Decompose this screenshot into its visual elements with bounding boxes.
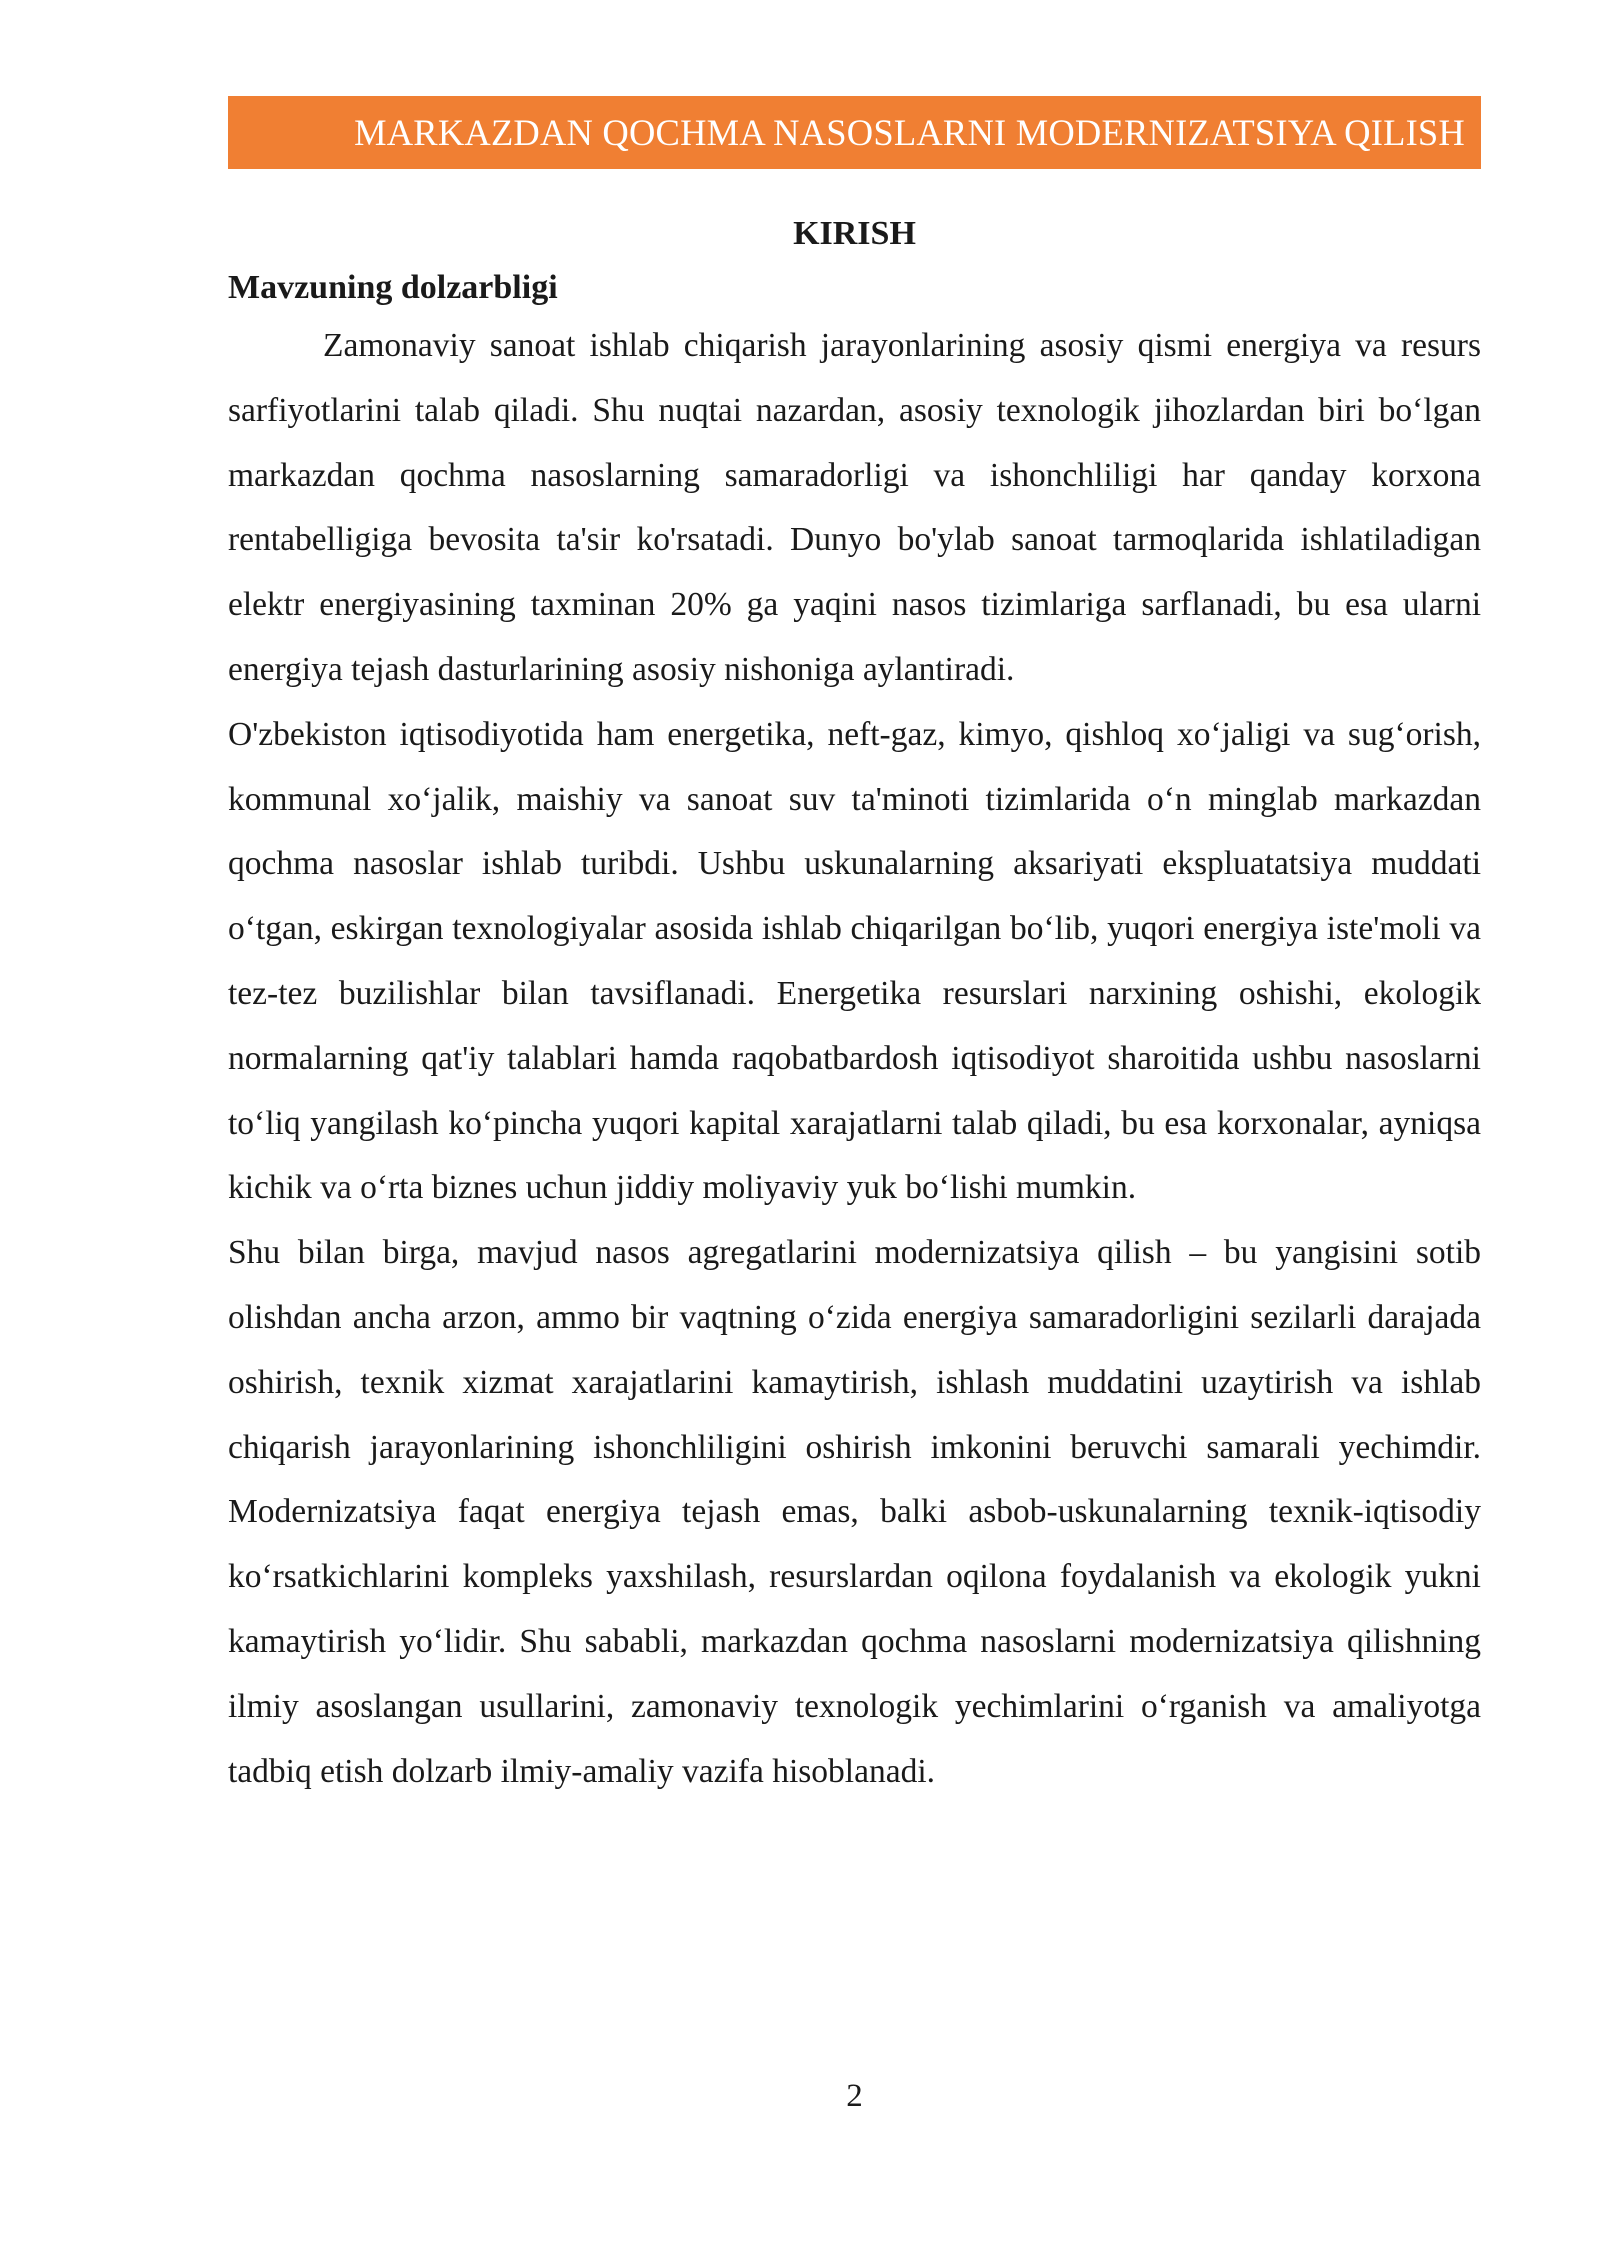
- page-number: 2: [846, 2078, 863, 2114]
- header-banner-text: MARKAZDAN QOCHMA NASOSLARNI MODERNIZATSIYA QILISH: [354, 112, 1465, 153]
- paragraph-1: Zamonaviy sanoat ishlab chiqarish jarayonlarining asosiy qismi energiya va resurs sarfiyotlarini talab qiladi. Shu nuqtai nazardan, asosiy texnologik jihozlardan biri boʻlgan markazdan qochma nasoslarning samaradorligi va ishonchliligi har qanday korxona rentabelligiga bevosita ta'sir ko'rsatadi. Dunyo bo'ylab sanoat tarmoqlarida ishlatiladigan elektr energiyasining taxminan 20% ga yaqini nasos tizimlariga sarflanadi, bu esa ularni energiya tejash dasturlarining asosiy nishoniga aylantiradi.: [228, 327, 1481, 688]
- page-content: [228, 208, 1481, 1804]
- section-title: KIRISH: [793, 215, 916, 252]
- header-banner: [228, 96, 1481, 169]
- paragraph-3: Shu bilan birga, mavjud nasos agregatlarini modernizatsiya qilish – bu yangisini sotib olishdan ancha arzon, ammo bir vaqtning oʻzida energiya samaradorligini sezilarli darajada oshirish, texnik xizmat xarajatlarini kamaytirish, ishlash muddatini uzaytirish va ishlab chiqarish jarayonlarining ishonchliligini oshirish imkonini beruvchi samarali yechimdir. Modernizatsiya faqat energiya tejash emas, balki asbob-uskunalarning texnik-iqtisodiy koʻrsatkichlarini kompleks yaxshilash, resurslardan oqilona foydalanish va ekologik yukni kamaytirish yoʻlidir. Shu sababli, markazdan qochma nasoslarni modernizatsiya qilishning ilmiy asoslangan usullarini, zamonaviy texnologik yechimlarini oʻrganish va amaliyotga tadbiq etish dolzarb ilmiy-amaliy vazifa hisoblanadi.: [228, 1234, 1481, 1790]
- paragraph-2: O'zbekiston iqtisodiyotida ham energetika, neft-gaz, kimyo, qishloq xoʻjaligi va sugʻorish, kommunal xoʻjalik, maishiy va sanoat suv ta'minoti tizimlarida oʻn minglab markazdan qochma nasoslar ishlab turibdi. Ushbu uskunalarning aksariyati ekspluatatsiya muddati oʻtgan, eskirgan texnologiyalar asosida ishlab chiqarilgan boʻlib, yuqori energiya iste'moli va tez-tez buzilishlar bilan tavsiflanadi. Energetika resurslari narxining oshishi, ekologik normalarning qat'iy talablari hamda raqobatbardosh iqtisodiyot sharoitida ushbu nasoslarni toʻliq yangilash koʻpincha yuqori kapital xarajatlarni talab qiladi, bu esa korxonalar, ayniqsa kichik va oʻrta biznes uchun jiddiy moliyaviy yuk boʻlishi mumkin.: [228, 715, 1481, 1207]
- section-subtitle: Mavzuning dolzarbligi: [228, 269, 558, 306]
